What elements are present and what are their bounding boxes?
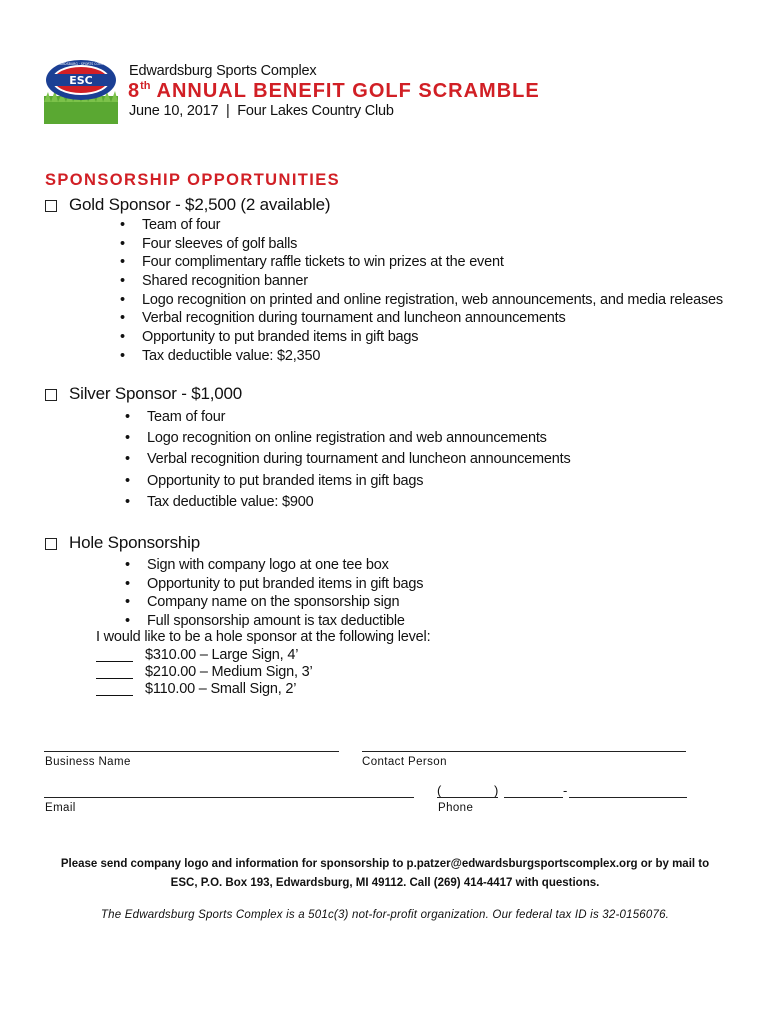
title-number: 8 [128, 80, 141, 102]
level-medium-label: $210.00 – Medium Sign, 3’ [145, 664, 313, 680]
organization-name: Edwardsburg Sports Complex [129, 63, 317, 79]
list-item: • Company name on the sponsorship sign [123, 593, 423, 612]
hole-sponsorship-checkbox[interactable] [45, 538, 57, 550]
list-item: • Verbal recognition during tournament and luncheon announcements [123, 449, 571, 470]
event-title [128, 80, 540, 103]
nonprofit-note: The Edwardsburg Sports Complex is a 501c(3) not-for-profit organization. Our federal tax ID is 32-0156076. [100, 909, 670, 921]
business-name-field[interactable] [44, 751, 339, 752]
list-item: • Tax deductible value: $900 [123, 492, 571, 513]
list-item: • Logo recognition on printed and online registration, web announcements, and media releases [118, 291, 723, 310]
level-large-blank[interactable] [96, 647, 133, 662]
hole-level-instruction: I would like to be a hole sponsor at the following level: [96, 629, 431, 645]
silver-sponsor-option[interactable] [45, 384, 242, 404]
section-title: SPONSORSHIP OPPORTUNITIES [45, 171, 341, 189]
level-small-blank[interactable] [96, 681, 133, 696]
list-item: • Team of four [118, 216, 723, 235]
business-name-label: Business Name [45, 756, 131, 768]
phone-label: Phone [438, 802, 474, 814]
gold-sponsor-checkbox[interactable] [45, 200, 57, 212]
gold-benefits-list [118, 216, 723, 366]
phone-prefix-field[interactable] [504, 797, 563, 798]
silver-sponsor-checkbox[interactable] [45, 389, 57, 401]
list-item: • Logo recognition on online registration and web announcements [123, 428, 571, 449]
list-item: • Shared recognition banner [118, 272, 723, 291]
list-item: • Full sponsorship amount is tax deductible [123, 612, 423, 631]
list-item: • Four sleeves of golf balls [118, 235, 723, 254]
phone-line-field[interactable] [569, 797, 687, 798]
list-item: • Tax deductible value: $2,350 [118, 347, 723, 366]
email-label: Email [45, 802, 76, 814]
gold-sponsor-label: Gold Sponsor - $2,500 (2 available) [69, 195, 331, 214]
list-item: • Verbal recognition during tournament and luncheon announcements [118, 309, 723, 328]
phone-area-code-field[interactable] [437, 797, 498, 798]
phone-close-paren: ) [494, 783, 499, 798]
logo-ring-text: EDWARDSBURG · SPORTS COMPLEX [52, 62, 110, 66]
hole-sponsorship-label: Hole Sponsorship [69, 533, 200, 552]
silver-sponsor-label: Silver Sponsor - $1,000 [69, 384, 243, 403]
submission-instructions [0, 855, 770, 893]
list-item: • Opportunity to put branded items in gift bags [123, 471, 571, 492]
list-item: • Four complimentary raffle tickets to win prizes at the event [118, 253, 723, 272]
list-item: • Sign with company logo at one tee box [123, 556, 423, 575]
contact-person-label: Contact Person [362, 756, 447, 768]
level-large-option[interactable] [96, 647, 298, 663]
list-item: • Team of four [123, 407, 571, 428]
logo-text: ESC [69, 74, 93, 87]
list-item: • Opportunity to put branded items in gift bags [118, 328, 723, 347]
silver-benefits-list [123, 407, 571, 513]
gold-sponsor-option[interactable] [45, 195, 330, 215]
level-large-label: $310.00 – Large Sign, 4’ [145, 647, 299, 663]
phone-open-paren: ( [437, 783, 442, 798]
submission-line-1: Please send company logo and information for sponsorship to p.patzer@edwardsburgsportscomplex.org or by mail to [60, 858, 710, 870]
contact-person-field[interactable] [362, 751, 686, 752]
level-small-label: $110.00 – Small Sign, 2’ [145, 681, 297, 697]
level-medium-blank[interactable] [96, 664, 133, 679]
title-ordinal: th [140, 80, 151, 92]
phone-dash: - [563, 783, 568, 798]
level-small-option[interactable] [96, 681, 296, 697]
email-field[interactable] [44, 797, 414, 798]
hole-benefits-list [123, 556, 423, 631]
submission-line-2: ESC, P.O. Box 193, Edwardsburg, MI 49112. Call (269) 414-4417 with questions. [170, 877, 600, 889]
event-date-location: June 10, 2017 | Four Lakes Country Club [129, 103, 394, 119]
level-medium-option[interactable] [96, 664, 313, 680]
list-item: • Opportunity to put branded items in gift bags [123, 575, 423, 594]
esc-logo [44, 52, 118, 124]
title-text: ANNUAL BENEFIT GOLF SCRAMBLE [156, 80, 540, 102]
hole-sponsorship-option[interactable] [45, 533, 200, 553]
